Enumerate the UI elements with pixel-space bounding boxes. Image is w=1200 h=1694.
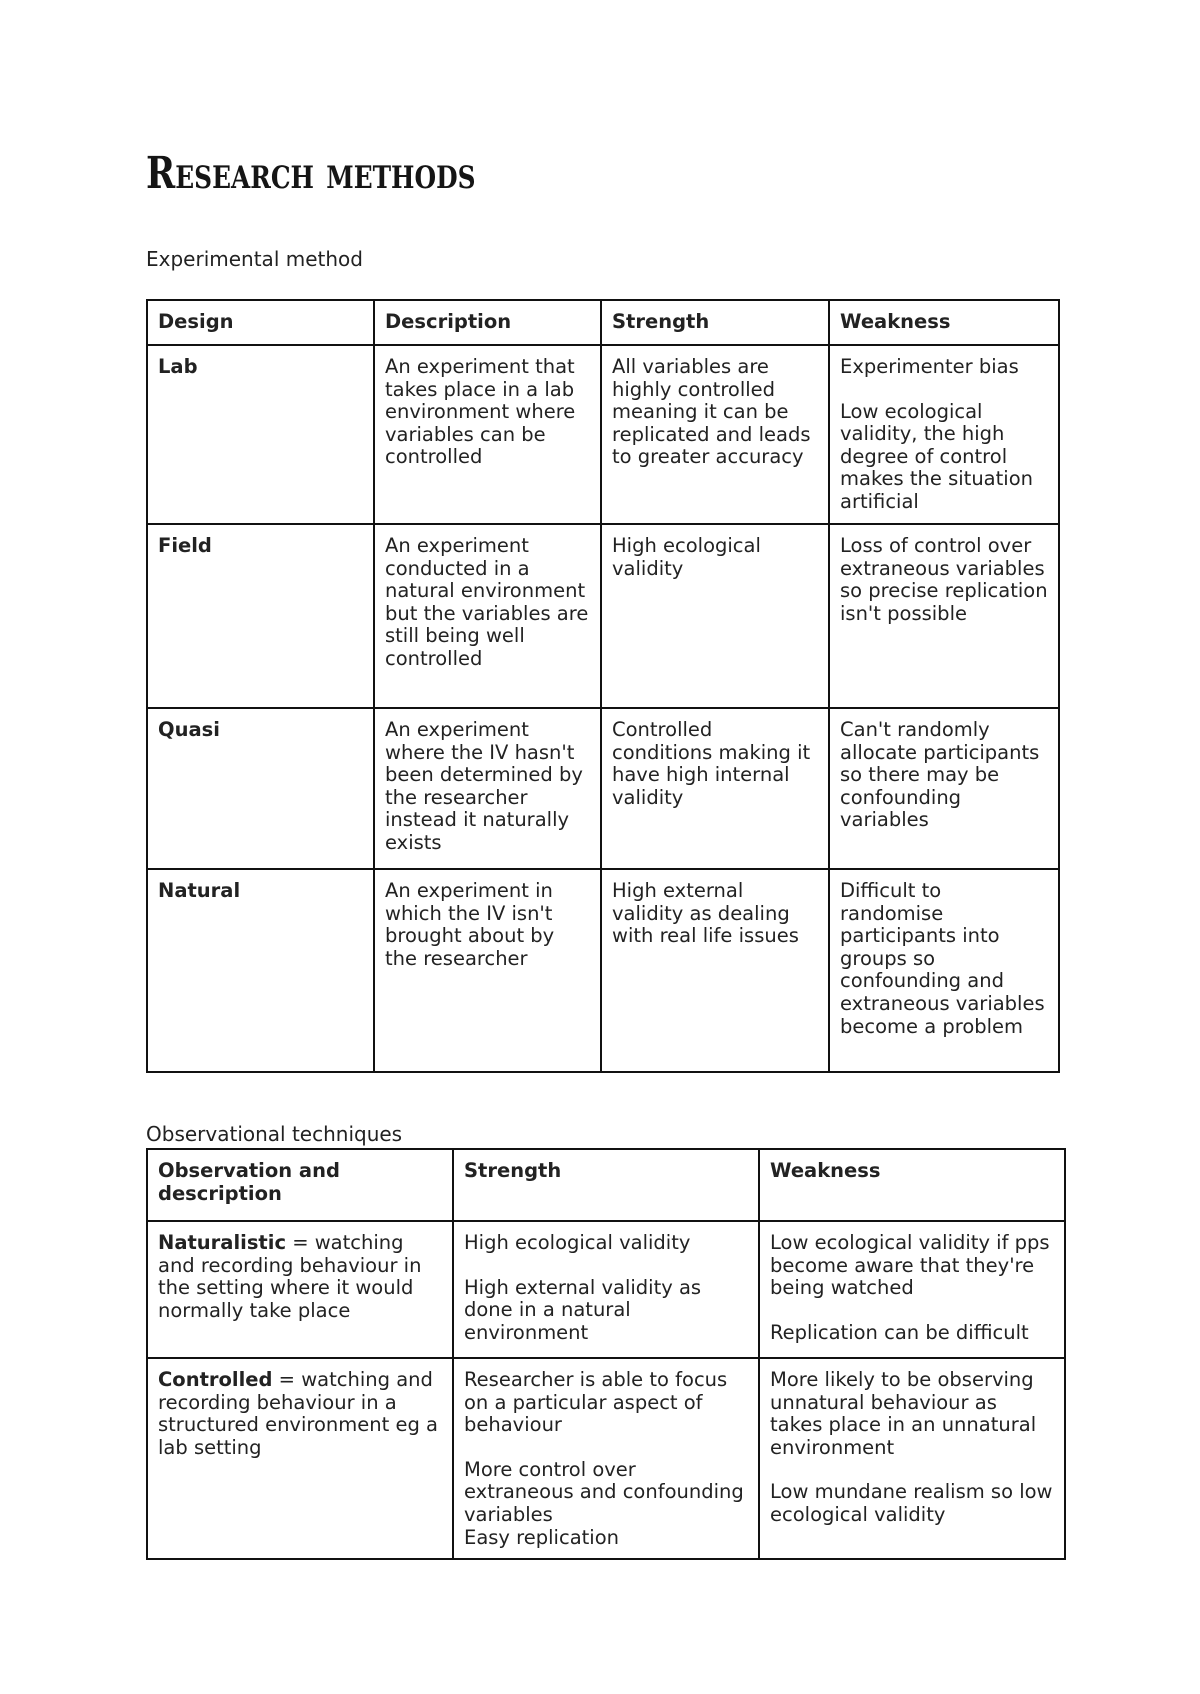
weakness-paragraph: Replication can be difficult [770, 1320, 1029, 1344]
column-header: Design [147, 300, 374, 345]
description-cell: An experiment that takes place in a lab environment where variables can be controlled [374, 345, 601, 524]
weakness-paragraph: Low mundane realism so low ecological validity [770, 1480, 1053, 1526]
strength-cell [453, 1358, 759, 1559]
column-header: Observation and description [147, 1149, 453, 1221]
weakness-paragraph: More likely to be observing unnatural behaviour as takes place in an unnatural environment [770, 1368, 1037, 1459]
strength-cell: Controlled conditions making it have high internal validity [601, 708, 829, 869]
weakness-cell: Can't randomly allocate participants so there may be confounding variables [829, 708, 1059, 869]
table-row [147, 524, 1059, 708]
strength-cell: High external validity as dealing with real life issues [601, 869, 829, 1072]
weakness-paragraph: Low ecological validity if pps become aware that they're being watched [770, 1231, 1050, 1300]
table-header-row [147, 300, 1059, 345]
observation-description: = watching and recording behaviour in a structured environment eg a lab setting [158, 1368, 438, 1459]
strength-paragraph: More control over extraneous and confounding variables Easy replication [464, 1457, 744, 1549]
design-cell: Field [147, 524, 374, 708]
strength-paragraph: Researcher is able to focus on a particular aspect of behaviour [464, 1368, 728, 1437]
strength-cell [453, 1221, 759, 1358]
column-header: Description [374, 300, 601, 345]
description-cell: An experiment where the IV hasn't been determined by the researcher instead it naturally exists [374, 708, 601, 869]
experimental-method-heading: Experimental method [146, 247, 363, 271]
observation-description: = watching and recording behaviour in the setting where it would normally take place [158, 1231, 422, 1322]
column-header: Weakness [759, 1149, 1065, 1221]
table-row [147, 869, 1059, 1072]
strength-paragraph: High external validity as done in a natural environment [464, 1275, 702, 1344]
weakness-paragraph: Experimenter bias [840, 355, 1019, 378]
weakness-paragraph: Low ecological validity, the high degree of control makes the situation artificial [840, 399, 1033, 513]
observation-type: Controlled [158, 1368, 273, 1391]
column-header: Strength [453, 1149, 759, 1221]
design-cell: Natural [147, 869, 374, 1072]
strength-cell: All variables are highly controlled meaning it can be replicated and leads to greater accuracy [601, 345, 829, 524]
table-row [147, 345, 1059, 524]
table-header-row [147, 1149, 1065, 1221]
weakness-cell: Loss of control over extraneous variables so precise replication isn't possible [829, 524, 1059, 708]
strength-paragraph: High ecological validity [464, 1231, 691, 1254]
weakness-cell [759, 1358, 1065, 1559]
observational-techniques-table [146, 1148, 1066, 1560]
page-title: Research methods [146, 148, 476, 199]
column-header: Strength [601, 300, 829, 345]
observational-techniques-heading: Observational techniques [146, 1122, 403, 1146]
weakness-cell [829, 345, 1059, 524]
design-cell: Quasi [147, 708, 374, 869]
weakness-cell: Difficult to randomise participants into groups so confounding and extraneous variables become a problem [829, 869, 1059, 1072]
strength-cell: High ecological validity [601, 524, 829, 708]
design-cell: Lab [147, 345, 374, 524]
observation-cell [147, 1221, 453, 1358]
column-header: Weakness [829, 300, 1059, 345]
observation-cell [147, 1358, 453, 1559]
weakness-cell [759, 1221, 1065, 1358]
observation-type: Naturalistic [158, 1231, 286, 1254]
description-cell: An experiment conducted in a natural environment but the variables are still being well controlled [374, 524, 601, 708]
description-cell: An experiment in which the IV isn't brought about by the researcher [374, 869, 601, 1072]
table-row [147, 1221, 1065, 1358]
table-row [147, 1358, 1065, 1559]
table-row [147, 708, 1059, 869]
experimental-method-table [146, 299, 1060, 1073]
